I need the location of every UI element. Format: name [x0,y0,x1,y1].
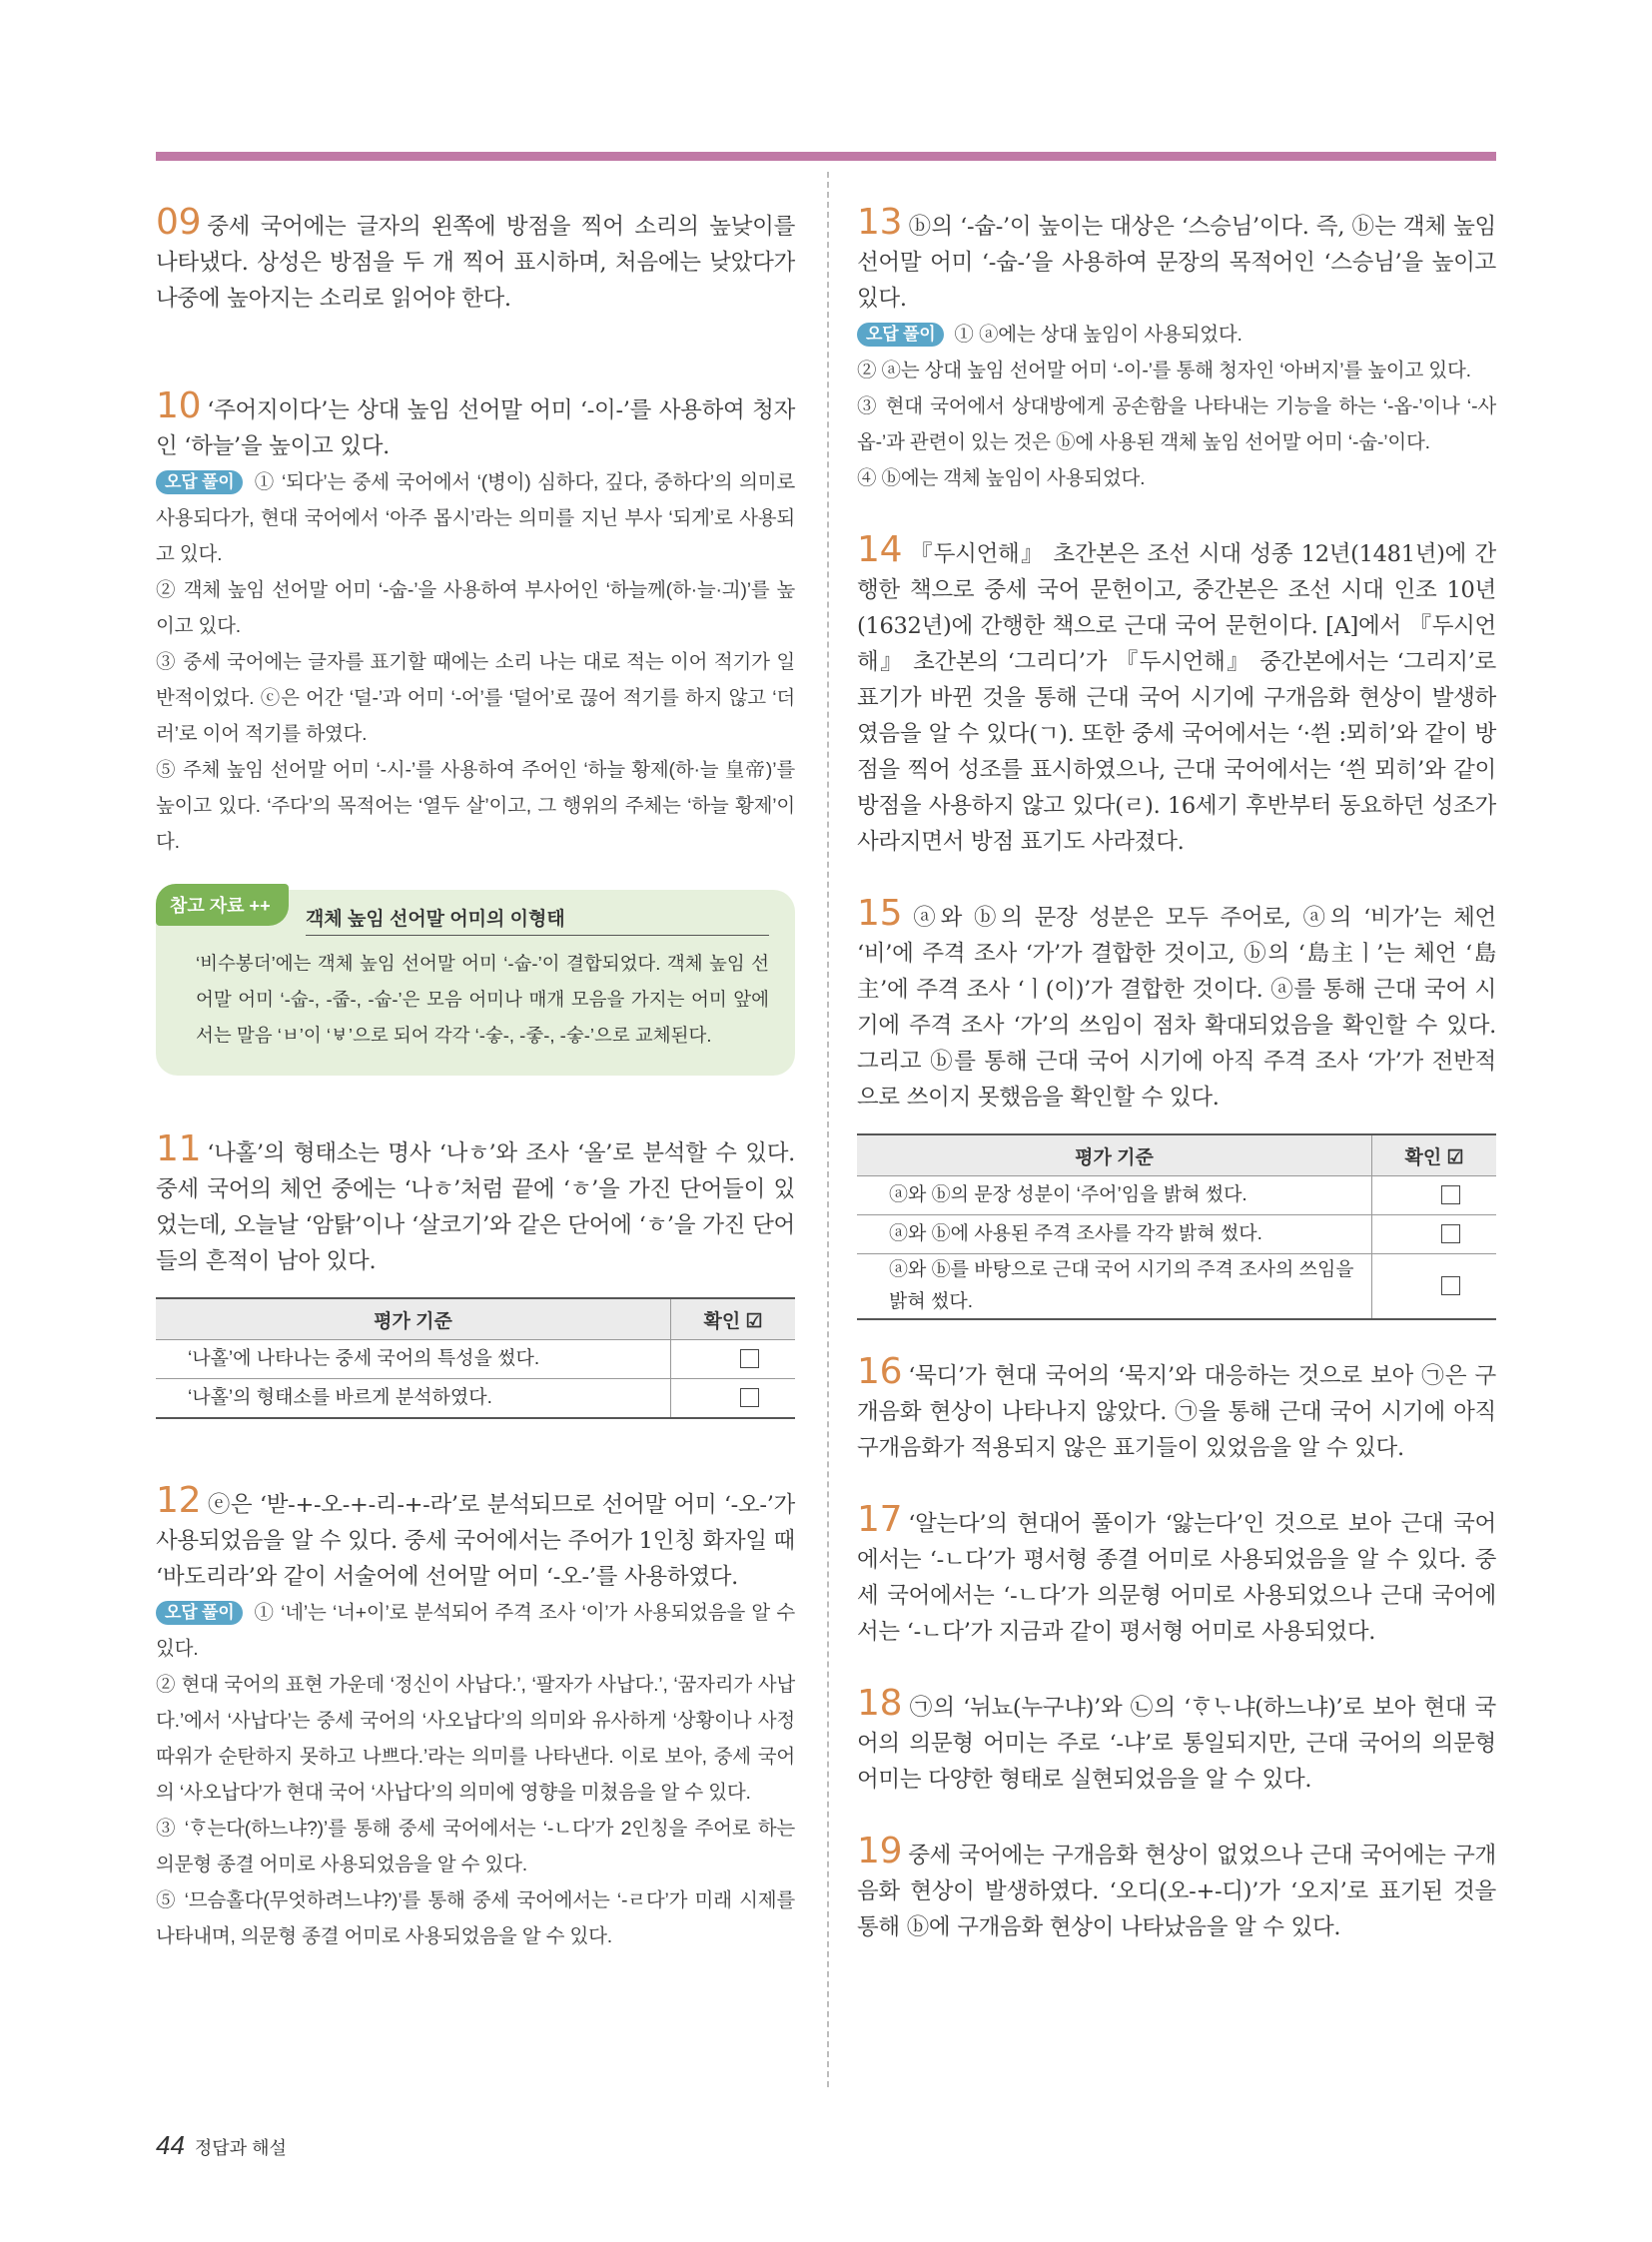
answer-text: ⓔ은 ‘받-+-오-+-리-+-라’로 분석되므로 선어말 어미 ‘-오-’가 사용되었음을 알 수 있다. 중세 국어에서는 주어가 1인칭 화자일 때 ‘바도리라’와 같이 서술어에 선어말 어미 ‘-오-’를 사용하였다. [156,1492,795,1590]
wrong-answer-badge: 오답 풀이 [857,323,944,347]
answer-number: 13 [857,202,903,243]
right-column [857,202,1496,1945]
criteria-cell: ⓐ와 ⓑ에 사용된 주격 조사를 각각 밝혀 썼다. [857,1215,1372,1254]
criteria-cell: ⓐ와 ⓑ의 문장 성분이 ‘주어’임을 밝혀 썼다. [857,1176,1372,1215]
explanation-line: ③ 중세 국어에는 글자를 표기할 때에는 소리 나는 대로 적는 이어 적기가 일반적이었다. ⓒ은 어간 ‘덜-’과 어미 ‘-어’를 ‘덜어’로 끊어 적기를 하지 않고 ‘더러’로 이어 적기를 하였다. [156,651,795,745]
column-divider [827,172,829,2087]
explanation-line: ① ⓐ에는 상대 높임이 사용되었다. [954,324,1242,346]
explanation-line: ① ‘네’는 ‘너+이’로 분석되어 주격 조사 ‘이’가 사용되었음을 알 수 있다. [156,1602,795,1660]
table-row [857,1254,1496,1320]
wrong-answer-explanation [857,317,1496,496]
checkbox[interactable] [740,1349,759,1368]
explanation-line: ③ ‘ᄒᆞ는다(하느냐?)’를 통해 중세 국어에서는 ‘-ㄴ다’가 2인칭을 주어로 하는 의문형 종결 어미로 사용되었음을 알 수 있다. [156,1818,795,1875]
evaluation-table [857,1133,1496,1320]
checkbox[interactable] [1441,1276,1460,1295]
answer-09 [156,202,795,317]
table-row [857,1176,1496,1215]
page-number: 44 [156,2130,185,2160]
page-footer [156,2130,287,2161]
checkbox[interactable] [740,1388,759,1407]
answer-10 [156,385,795,464]
answer-number: 15 [857,893,903,934]
answer-text: ㉠의 ‘뉘뇨(누구냐)’와 ㉡의 ‘ᄒᆞᄂᆞ냐(하느냐)’로 보아 현대 국어의 의문형 어미는 주로 ‘-냐’로 통일되지만, 근대 국어의 의문형 어미는 다양한 형태로 실현되었음을 알 수 있다. [857,1695,1496,1793]
answer-number: 11 [156,1128,202,1169]
explanation-line: ② 현대 국어의 표현 가운데 ‘정신이 사납다.’, ‘팔자가 사납다.’, ‘꿈자리가 사납다.’에서 ‘사납다’는 중세 국어의 ‘사오납다’의 의미와 유사하게 ‘상황이나 사정 따위가 순탄하지 못하고 나쁘다.’라는 의미를 나타낸다. 이로 보아, 중세 국어의 ‘사오납다’가 현대 국어 ‘사납다’의 의미에 영향을 미쳤음을 알 수 있다. [156,1674,795,1804]
answer-text: 중세 국어에는 구개음화 현상이 없었으나 근대 국어에는 구개음화 현상이 발생하였다. ‘오디(오-+-디)’가 ‘오지’로 표기된 것을 통해 ⓑ에 구개음화 현상이 나타났음을 알 수 있다. [857,1843,1496,1940]
explanation-line: ② 객체 높임 선어말 어미 ‘-숩-’을 사용하여 부사어인 ‘하늘께(하·늘·긔)’를 높이고 있다. [156,579,795,637]
answer-number: 16 [857,1351,903,1392]
criteria-cell: ‘나홀’에 나타나는 중세 국어의 특성을 썼다. [156,1340,671,1379]
answer-11 [156,1128,795,1279]
reference-tag: 참고 자료 ++ [156,884,289,926]
footer-label: 정답과 해설 [194,2138,287,2158]
answer-18 [857,1683,1496,1798]
left-column [156,202,795,1954]
answer-text: ‘묵디’가 현대 국어의 ‘묵지’와 대응하는 것으로 보아 ㉠은 구개음화 현상이 나타나지 않았다. ㉠을 통해 근대 국어 시기에 아직 구개음화가 적용되지 않은 표기들이 있었음을 알 수 있다. [857,1363,1496,1461]
answer-text: ‘주어지이다’는 상대 높임 선어말 어미 ‘-이-’를 사용하여 청자인 ‘하늘’을 높이고 있다. [156,397,795,459]
checkbox[interactable] [1441,1185,1460,1204]
answer-19 [857,1831,1496,1945]
answer-14 [857,529,1496,860]
table-header-criteria: 평가 기준 [156,1298,671,1340]
answer-text: ⓑ의 ‘-숩-’이 높이는 대상은 ‘스승님’이다. 즉, ⓑ는 객체 높임 선어말 어미 ‘-숩-’을 사용하여 문장의 목적어인 ‘스승님’을 높이고 있다. [857,214,1496,312]
explanation-line: ⑤ 주체 높임 선어말 어미 ‘-시-’를 사용하여 주어인 ‘하늘 황제(하·늘 皇帝)’를 높이고 있다. ‘주다’의 목적어는 ‘열두 살’이고, 그 행위의 주체는 ‘하늘 황제’이다. [156,759,795,853]
explanation-line: ② ⓐ는 상대 높임 선어말 어미 ‘-이-’를 통해 청자인 ‘아버지’를 높이고 있다. [857,360,1471,381]
criteria-cell: ⓐ와 ⓑ를 바탕으로 근대 국어 시기의 주격 조사의 쓰임을 밝혀 썼다. [857,1254,1372,1320]
answer-number: 17 [857,1499,903,1540]
wrong-answer-badge: 오답 풀이 [156,470,243,494]
answer-number: 19 [857,1831,903,1871]
answer-17 [857,1499,1496,1650]
answer-text: ⓐ와 ⓑ의 문장 성분은 모두 주어로, ⓐ의 ‘비가’는 체언 ‘비’에 주격 조사 ‘가’가 결합한 것이고, ⓑ의 ‘島主ㅣ’는 체언 ‘島主’에 주격 조사 ‘ㅣ(이)’가 결합한 것이다. ⓐ를 통해 근대 국어 시기에 주격 조사 ‘가’의 쓰임이 점차 확대되었음을 확인할 수 있다. 그리고 ⓑ를 통해 근대 국어 시기에 아직 주격 조사 ‘가’가 전반적으로 쓰이지 못했음을 확인할 수 있다. [857,905,1496,1111]
answer-text: ‘알는다’의 현대어 풀이가 ‘앓는다’인 것으로 보아 근대 국어에서는 ‘-ㄴ다’가 평서형 종결 어미로 사용되었음을 알 수 있다. 중세 국어에서는 ‘-ㄴ다’가 의문형 어미로 사용되었으나 근대 국어에서는 ‘-ㄴ다’가 지금과 같이 평서형 어미로 사용되었다. [857,1511,1496,1645]
header-accent-bar [156,152,1496,161]
criteria-cell: ‘나홀’의 형태소를 바르게 분석하였다. [156,1379,671,1419]
table-header-criteria: 평가 기준 [857,1134,1372,1176]
checkbox[interactable] [1441,1224,1460,1243]
answer-text: 중세 국어에는 글자의 왼쪽에 방점을 찍어 소리의 높낮이를 나타냈다. 상성은 방점을 두 개 찍어 표시하며, 처음에는 낮았다가 나중에 높아지는 소리로 읽어야 한다. [156,214,795,312]
table-row [156,1340,795,1379]
explanation-line: ⑤ ‘므슴홀다(무엇하려느냐?)’를 통해 중세 국어에서는 ‘-ㄹ다’가 미래 시제를 나타내며, 의문형 종결 어미로 사용되었음을 알 수 있다. [156,1889,795,1947]
answer-16 [857,1351,1496,1466]
answer-number: 10 [156,385,202,426]
answer-number: 14 [857,529,903,570]
wrong-answer-explanation [156,464,795,860]
reference-title: 객체 높임 선어말 어미의 이형태 [306,904,769,936]
answer-text: ‘나홀’의 형태소는 명사 ‘나ㅎ’와 조사 ‘올’로 분석할 수 있다. 중세 국어의 체언 중에는 ‘나ㅎ’처럼 끝에 ‘ㅎ’을 가진 단어들이 있었는데, 오늘날 ‘암탉’이나 ‘살코기’와 같은 단어에 ‘ㅎ’을 가진 단어들의 흔적이 남아 있다. [156,1140,795,1274]
wrong-answer-explanation [156,1595,795,1954]
answer-number: 09 [156,202,202,243]
table-row [156,1379,795,1419]
table-header-check: 확인 ☑ [671,1298,796,1340]
reference-body: ‘비수봉더’에는 객체 높임 선어말 어미 ‘-숩-’이 결합되었다. 객체 높임 선어말 어미 ‘-숩-, -줍-, -숩-’은 모음 어미나 매개 모음을 가지는 어미 앞에서는 말음 ‘ㅂ’이 ‘ㅸ’으로 되어 각각 ‘-숳-, -줗-, -숳-’으로 교체된다. [196,953,769,1046]
table-header-check: 확인 ☑ [1372,1134,1497,1176]
evaluation-table [156,1297,795,1419]
explanation-line: ④ ⓑ에는 객체 높임이 사용되었다. [857,467,1146,489]
wrong-answer-badge: 오답 풀이 [156,1601,243,1625]
answer-text: 『두시언해』 초간본은 조선 시대 성종 12년(1481년)에 간행한 책으로 중세 국어 문헌이고, 중간본은 조선 시대 인조 10년(1632년)에 간행한 책으로 근대 국어 문헌이다. [A]에서 『두시언해』 초간본의 ‘그리디’가 『두시언해』 중간본에서는 ‘그리지’로 표기가 바뀐 것을 통해 근대 국어 시기에 구개음화 현상이 발생하였음을 알 수 있다(ㄱ). 또한 중세 국어에서는 ‘·씐 :뫼히’와 같이 방점을 찍어 성조를 표시하였으나, 근대 국어에서는 ‘씐 뫼히’와 같이 방점을 사용하지 않고 있다(ㄹ). 16세기 후반부터 동요하던 성조가 사라지면서 방점 표기도 사라졌다. [857,541,1496,855]
answer-13 [857,202,1496,317]
reference-box [156,890,795,1076]
explanation-line: ① ‘되다’는 중세 국어에서 ‘(병이) 심하다, 깊다, 중하다’의 의미로 사용되다가, 현대 국어에서 ‘아주 몹시’라는 의미를 지닌 부사 ‘되게’로 사용되고 있다. [156,471,795,565]
table-row [857,1215,1496,1254]
answer-number: 18 [857,1683,903,1724]
explanation-line: ③ 현대 국어에서 상대방에게 공손함을 나타내는 기능을 하는 ‘-옵-’이나 ‘-사옵-’과 관련이 있는 것은 ⓑ에 사용된 객체 높임 선어말 어미 ‘-숩-’이다. [857,395,1496,453]
answer-12 [156,1480,795,1595]
answer-15 [857,893,1496,1116]
answer-number: 12 [156,1480,202,1521]
